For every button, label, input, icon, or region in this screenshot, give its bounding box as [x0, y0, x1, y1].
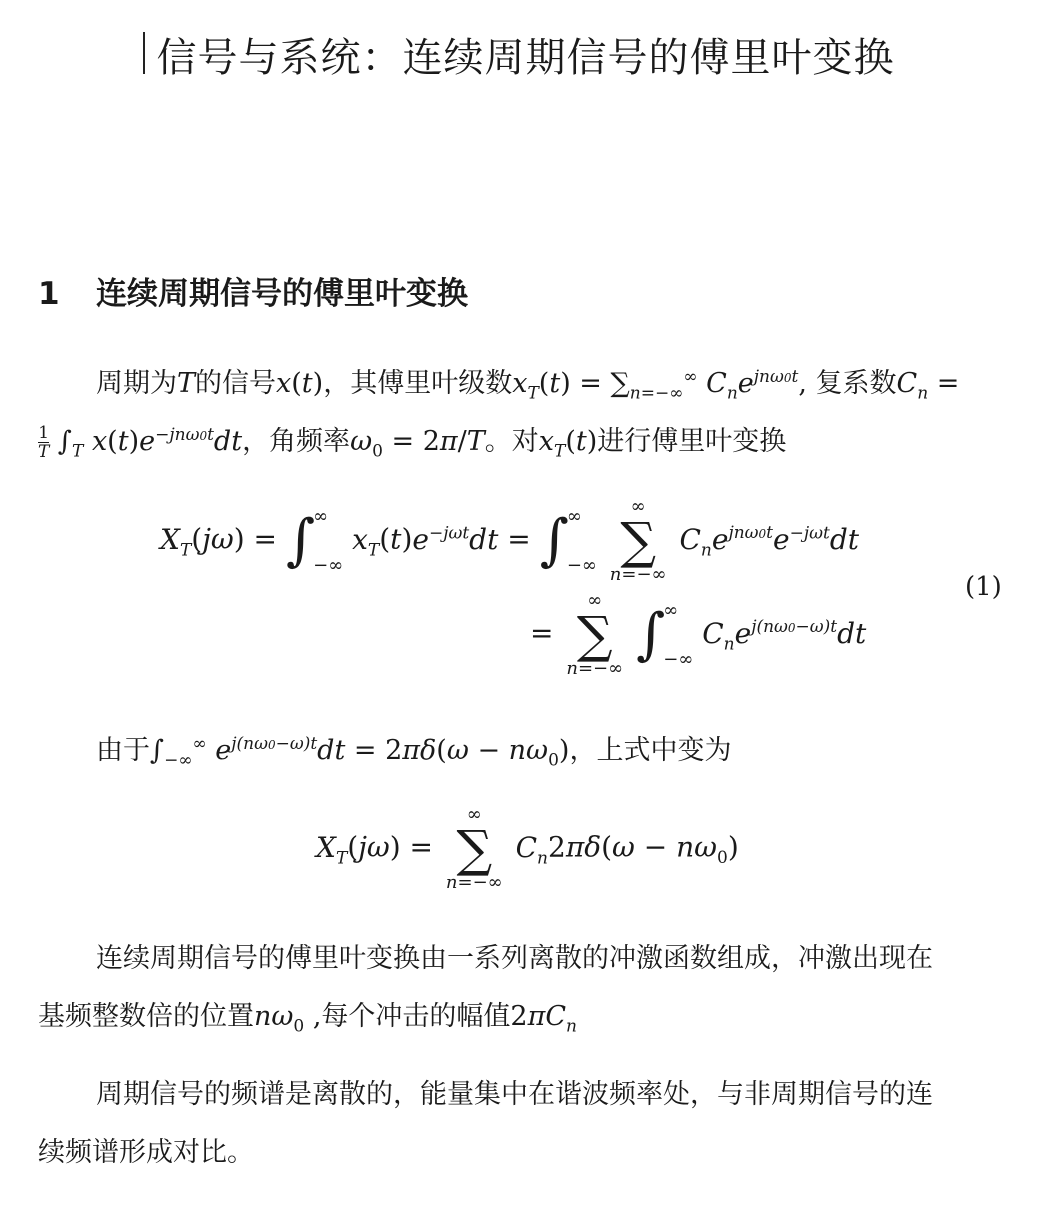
paragraph-spectrum-comparison: 周期信号的频谱是离散的，能量集中在谐波频率处，与非周期信号的连 续频谱形成对比。: [38, 1079, 933, 1168]
section-heading: [38, 268, 468, 313]
paragraph-impulse-description: 连续周期信号的傅里叶变换由一系列离散的冲激函数组成，冲激出现在 基频整数倍的位置$n\omega_0$ ,每个冲击的幅值$2\pi C_n$: [38, 943, 933, 1037]
section-number: 1: [38, 276, 60, 312]
paragraph-delta-identity: 由于$\int_{-\infty}^\infty$ $e^{j(n\omega 0-\omega)t}dt = 2\pi\delta(\omega - n\omega_0)$，上式中变为: [96, 734, 732, 771]
paragraph-fourier-series: 周期为T的信号x(t)，其傅里叶级数$x_T(t) = \sum_{n=-\infty}^\infty$ $C_ne^{jn\omega 0t}$, 复系数$C_n$ = $\frac{1}{T}$ $\int_T$ $x(t)e^{-jn\omega 0t}dt$，角频率$\omega_0 = 2\pi/T$。对$x_T(t)$进行傅里叶变换: [38, 367, 960, 462]
equation-number: (1): [965, 572, 1002, 602]
document-title: 信号与系统：连续周期信号的傅里叶变换: [156, 35, 895, 81]
section-title: 连续周期信号的傅里叶变换: [96, 276, 468, 312]
equation-1-line-1: $X_T(j\omega)$ = ∫ ∞ −∞ $x_T(t)e^{-j\omega t}dt$ = ∫ ∞ −∞ ∞ ∑ n=−∞ $C_ne^{jn\omega 0t}e^{-j\omega t}dt$: [160, 496, 859, 585]
equation-1-line-2: = ∞ ∑ n=−∞ ∫ ∞ −∞ $C_ne^{j(n\omega 0-\omega)t}dt$: [530, 590, 867, 679]
equation-2: $X_T(j\omega)$ = ∞ ∑ n=−∞ $C_n2\pi\delta(\omega - n\omega_0)$: [316, 804, 739, 893]
